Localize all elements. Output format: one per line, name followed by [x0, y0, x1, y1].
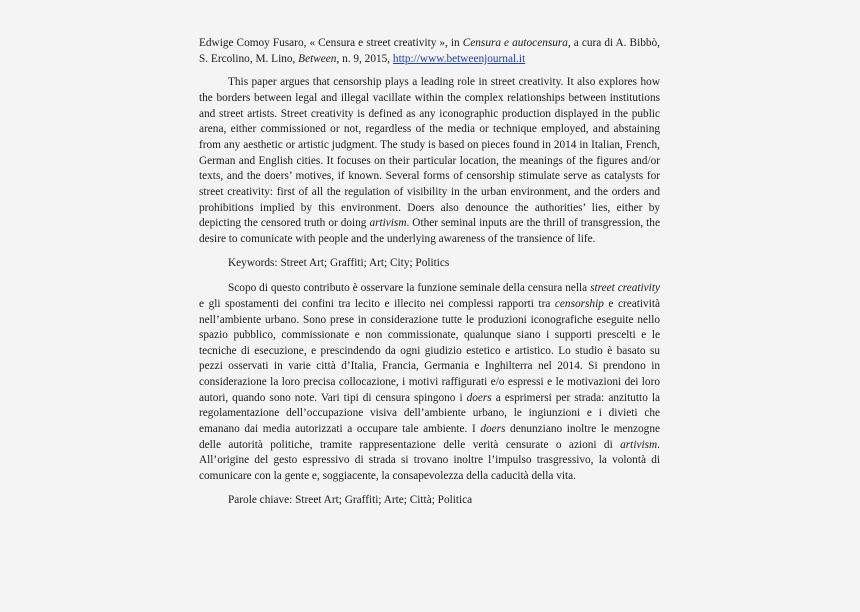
citation-journal: Between — [298, 52, 337, 65]
citation-editors: , a cura di A. Bibbò, S. Ercolino, M. Lino, — [199, 37, 660, 65]
citation-authors: Edwige Comoy Fusaro, « Censura e street creativity », in — [199, 37, 463, 49]
abstract-it-text-1: Scopo di questo contributo è osservare la funzione seminale della censura nella — [228, 282, 591, 295]
keywords-english: Keywords: Street Art; Graffiti; Art; City; Politics — [228, 256, 450, 269]
citation-issue: , n. 9, 2015, — [336, 52, 393, 65]
abstract-it-text-6: . All’origine del gesto espressivo di strada si trovano inoltre l’impulso trasgressivo, la volontà di comunicare con la gente e, soggiacente, la consapevolezza della caducità della vita. — [199, 438, 660, 483]
abstract-en-text-2: . Other seminal inputs are the thrill of transgression, the desire to comunicate with people and the underlying awareness of the transience of life. — [199, 217, 660, 245]
document-page — [199, 36, 660, 508]
abstract-it-text-3: e creatività nell’ambiente urbano. Sono prese in considerazione tutte le produzioni iconografiche eseguite nello spazio pubblico, commissionate e non commissionate, qualunque siano i supporti prescelti e le tecniche di esecuzione, e prescindendo da ogni giudizio estetico e artistico. Lo studio è basato su pezzi osservati in varie città d’Italia, Francia, Germania e Inghilterra nel 2014. Si prendono in considerazione la loro precisa collocazione, i motivi raffigurati e/o espressi e le motivazioni dei loro autori, quando sono note. Vari tipi di censura spingono i — [199, 297, 660, 404]
abstract-en-artivism: artivism — [369, 217, 407, 230]
keywords-italian: Parole chiave: Street Art; Graffiti; Arte; Città; Politica — [228, 493, 473, 506]
abstract-it-artivism: artivism — [620, 438, 658, 451]
abstract-en-text-1: This paper argues that censorship plays a leading role in street creativity. It also explores how the borders between legal and illegal vacillate within the complex relationships between institutions and street artists. Street creativity is defined as any iconographic production displayed in the public arena, either commissioned or not, regardless of the media or technique employed, and abstaining from any aesthetic or artistic judgment. The study is based on pieces found in 2014 in Italian, French, German and English cities. It focuses on their particular location, the meanings of the figures and/or texts, and the doers’ motives, if known. Several forms of censorship stimulate serve as catalysts for street creativity: first of all the regulation of visibility in the urban environment, and the orders and prohibitions implied by this environment. Doers also denounce the authorities’ lies, either by depicting the censored truth or doing — [199, 76, 660, 230]
abstract-italian — [199, 281, 660, 485]
abstract-it-doers-1: doers — [466, 391, 492, 404]
citation-book-title: Censura e autocensura — [462, 37, 568, 49]
abstract-it-street-creativity: street creativity — [590, 282, 660, 295]
abstract-it-text-5: denunziano inoltre le menzogne delle autorità politiche, tramite rappresentazione delle verità censurate o azioni di — [199, 423, 660, 451]
abstract-it-text-2: e gli spostamenti dei confini tra lecito e illecito nei complessi rapporti tra — [199, 297, 555, 310]
abstract-it-censorship: censorship — [554, 297, 604, 310]
abstract-it-text-4: a esprimersi per strada: anzitutto la regolamentazione dell’occupazione visiva dell’ambiente urbano, le ingiunzioni e i divieti che emanano dai media autorizzati a occupare tale ambiente. I — [199, 391, 660, 436]
citation — [199, 36, 660, 67]
journal-link[interactable]: http://www.betweenjournal.it — [392, 52, 526, 65]
abstract-it-doers-2: doers — [480, 423, 506, 436]
abstract-english — [199, 75, 660, 247]
